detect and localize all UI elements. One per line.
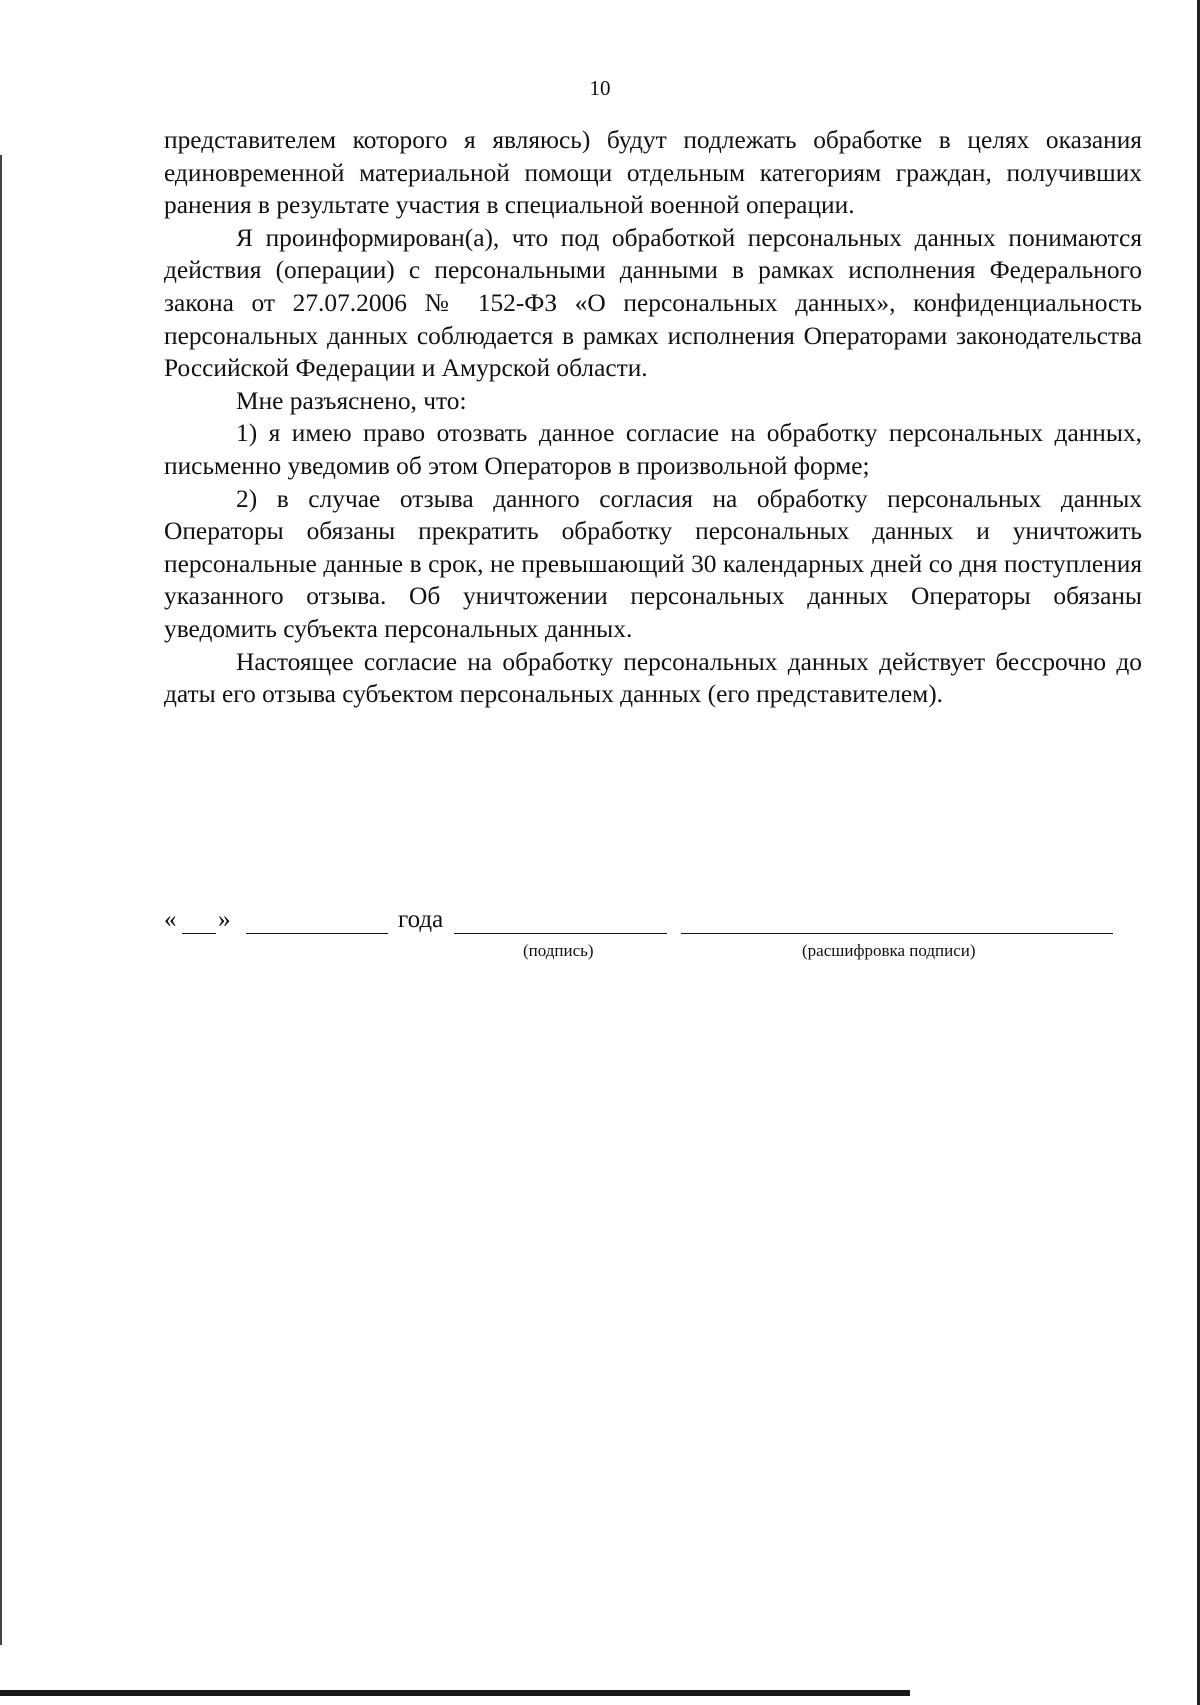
page-number: 10 <box>589 76 611 100</box>
date-open-quote: « <box>164 906 177 933</box>
year-word: года <box>398 906 444 933</box>
paragraph-informed: Я проинформирован(а), что под обработкой персональных данных понимаются действия (операции) с персональными данными в рамках исполнения Федерального закона от 27.07.2006 № 152-ФЗ «О персональных данных», конфиденциальность персональных данных соблюдается в рамках исполнения Операторами законодательства Российской Федерации и Амурской области. <box>164 223 1142 383</box>
scan-left-edge <box>0 155 2 1645</box>
signature-line[interactable] <box>454 933 667 934</box>
paragraph-purpose: представителем которого я являюсь) будут подлежать обработке в целях оказания единовременной материальной помощи отдельным категориям граждан, получивших ранения в результате участия в специальной военной операции. <box>164 126 1142 220</box>
scan-bottom-edge <box>0 1690 910 1696</box>
paragraph-item-1: 1) я имею право отозвать данное согласие на обработку персональных данных, письменно уведомив об этом Операторов в произвольной форме; <box>164 419 1142 480</box>
signature-caption: (подпись) <box>523 941 594 960</box>
signature-decoding-line[interactable] <box>681 933 1113 934</box>
decoding-caption: (расшифровка подписи) <box>802 941 976 960</box>
paragraph-item-2: 2) в случае отзыва данного согласия на обработку персональных данных Операторы обязаны прекратить обработку персональных данных и уничтожить персональные данные в срок, не превышающий 30 календарных дней со дня поступления указанного отзыва. Об уничтожении персональных данных Операторы обязаны уведомить субъекта персональных данных. <box>164 484 1142 643</box>
day-blank-line[interactable] <box>182 933 216 934</box>
month-blank-line[interactable] <box>246 933 388 934</box>
paragraph-validity: Настоящее согласие на обработку персональных данных действует бессрочно до даты его отзыва субъектом персональных данных (его представителем). <box>164 647 1142 709</box>
date-close-quote: » <box>218 906 231 933</box>
signature-row <box>164 906 1164 946</box>
document-body <box>164 124 1142 711</box>
paragraph-explained: Мне разъяснено, что: <box>236 386 467 415</box>
